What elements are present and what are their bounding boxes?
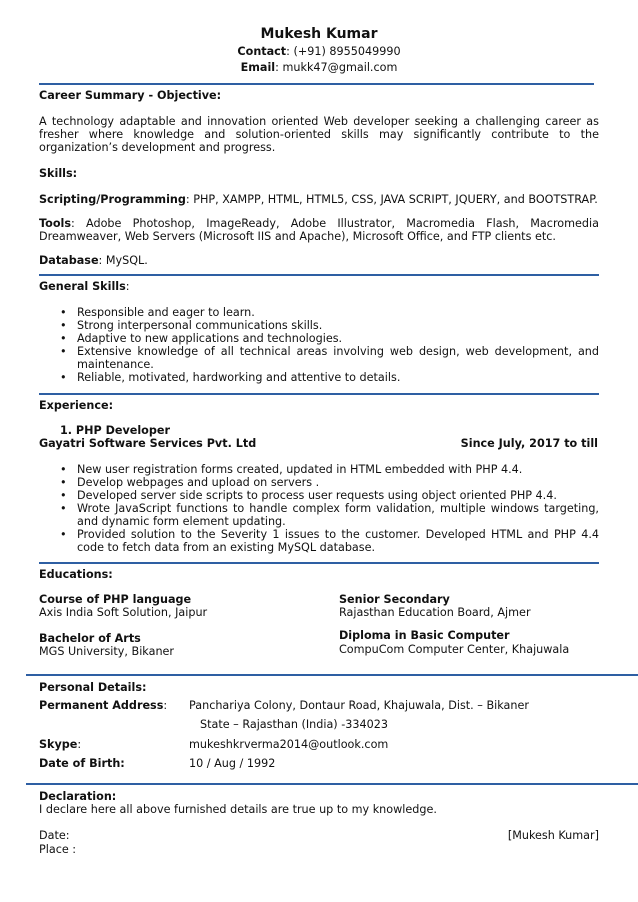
education-place: Axis India Soft Solution, Jaipur (39, 606, 208, 619)
address-label: Permanent Address (39, 699, 164, 712)
general-skills-heading-line (39, 280, 130, 293)
dob-label: Date of Birth: (39, 757, 125, 770)
list-item: • Developed server side scripts to process user requests using object oriented PHP 4.4. (39, 489, 599, 502)
scripting-line (39, 193, 598, 206)
address-line-1: Panchariya Colony, Dontaur Road, Khajuwala, Dist. – Bikaner (189, 699, 529, 712)
experience-company: Gayatri Software Services Pvt. Ltd (39, 437, 257, 450)
address-label-suffix: : (163, 699, 168, 712)
email-label: Email (240, 61, 276, 74)
database-line (39, 254, 148, 267)
email-value[interactable]: : mukk47@gmail.com (275, 61, 398, 74)
rule-education (26, 674, 638, 676)
education-title: Diploma in Basic Computer (339, 629, 510, 642)
tools-value: : Adobe Photoshop, ImageReady, Adobe Illustrator, Macromedia Flash, Macromedia Dreamweaver, Web Servers (Microsoft IIS and Apache), Microsoft Office, and FTP clients etc. (39, 217, 599, 243)
list-item: • Provided solution to the Severity 1 issues to the customer. Developed HTML and PHP 4.4 code to fetch data from an existing MySQL database. (39, 528, 599, 554)
list-item: • Extensive knowledge of all technical areas involving web design, web development, and maintenance. (39, 345, 599, 371)
education-place: Rajasthan Education Board, Ajmer (339, 606, 531, 619)
list-item: • New user registration forms created, updated in HTML embedded with PHP 4.4. (39, 463, 599, 476)
rule-personal (26, 783, 638, 785)
education-place: MGS University, Bikaner (39, 645, 175, 658)
skype-label-suffix: : (77, 738, 82, 751)
rule-skills (39, 274, 599, 276)
list-item: • Develop webpages and upload on servers . (39, 476, 599, 489)
education-title: Course of PHP language (39, 593, 192, 606)
database-label: Database (39, 254, 99, 267)
general-skills-heading: General Skills (39, 280, 126, 293)
rule-header (39, 83, 594, 85)
contact-line (0, 45, 638, 58)
contact-label: Contact (237, 45, 287, 58)
contact-value: : (+91) 8955049990 (286, 45, 401, 58)
skype-label-line (39, 738, 81, 751)
database-value: : MySQL. (98, 254, 148, 267)
experience-list (39, 463, 599, 554)
list-item: • Wrote JavaScript functions to handle complex form validation, multiple windows targeting, and dynamic form element updating. (39, 502, 599, 528)
place-label: Place : (39, 843, 77, 856)
education-title: Senior Secondary (339, 593, 450, 606)
education-place: CompuCom Computer Center, Khajuwala (339, 643, 570, 656)
rule-general-skills (39, 393, 599, 395)
scripting-label: Scripting/Programming (39, 193, 186, 206)
address-label-line (39, 699, 167, 712)
declaration-heading: Declaration: (39, 790, 117, 803)
skills-heading: Skills: (39, 167, 78, 180)
date-label: Date: (39, 829, 70, 842)
rule-experience (39, 562, 599, 564)
tools-label: Tools (39, 217, 72, 230)
candidate-name: Mukesh Kumar (260, 26, 378, 42)
list-item: • Strong interpersonal communications skills. (39, 319, 599, 332)
experience-heading: Experience: (39, 399, 114, 412)
education-title: Bachelor of Arts (39, 632, 141, 645)
list-item: • Adaptive to new applications and technologies. (39, 332, 599, 345)
dob-value: 10 / Aug / 1992 (189, 757, 276, 770)
skype-value: mukeshkrverma2014@outlook.com (189, 738, 389, 751)
scripting-value: : PHP, XAMPP, HTML, HTML5, CSS, JAVA SCRIPT, JQUERY, and BOOTSTRAP. (185, 193, 598, 206)
experience-role: 1. PHP Developer (60, 424, 170, 437)
experience-since: Since July, 2017 to till (460, 437, 598, 450)
address-line-2: State – Rajasthan (India) -334023 (200, 718, 388, 731)
tools-line (39, 217, 599, 243)
email-line (0, 61, 638, 74)
personal-heading: Personal Details: (39, 681, 147, 694)
list-item: • Responsible and eager to learn. (39, 306, 599, 319)
general-skills-heading-suffix: : (125, 280, 130, 293)
education-heading: Educations: (39, 568, 113, 581)
objective-heading: Career Summary - Objective: (39, 89, 222, 102)
skype-label: Skype (39, 738, 78, 751)
signature: [Mukesh Kumar] (507, 829, 599, 842)
declaration-text: I declare here all above furnished details are true up to my knowledge. (39, 803, 437, 816)
list-item: • Reliable, motivated, hardworking and attentive to details. (39, 371, 599, 384)
objective-text: A technology adaptable and innovation oriented Web developer seeking a challenging career as fresher where knowledge and solution-oriented skills may significantly contribute to the organization’s development and progress. (39, 115, 599, 154)
general-skills-list (39, 306, 599, 384)
